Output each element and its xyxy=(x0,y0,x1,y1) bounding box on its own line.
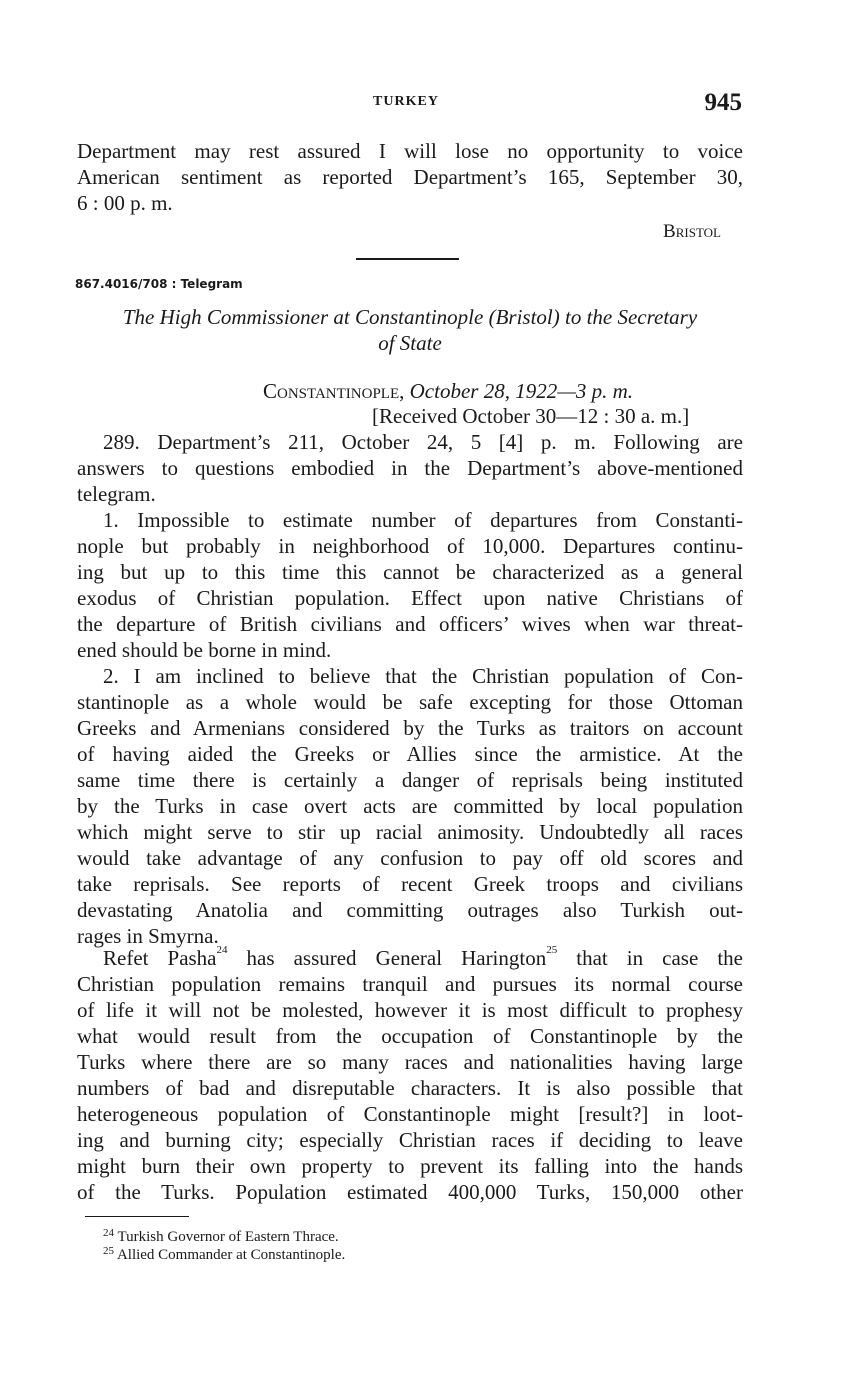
refet-text-1: Refet Pasha xyxy=(103,946,217,970)
refet-text-3: that in case the xyxy=(557,946,743,970)
body-line: of the Turks. Population estimated 400,000 Turks, 150,000 other xyxy=(77,1180,743,1204)
body-line: ing and burning city; especially Christian races if deciding to leave xyxy=(77,1128,743,1152)
body-line: Greeks and Armenians considered by the Turks as traitors on account xyxy=(77,716,743,740)
body-line: of life it will not be molested, however it is most difficult to prophesy xyxy=(77,998,743,1022)
body-line: heterogeneous population of Constantinople might [result?] in loot- xyxy=(77,1102,743,1126)
dateline-place: Constantinople, xyxy=(263,379,405,403)
body-line: 289. Department’s 211, October 24, 5 [4] p. m. Following are xyxy=(103,430,743,454)
body-line: stantinople as a whole would be safe excepting for those Ottoman xyxy=(77,690,743,714)
footnote-ref-24: 24 xyxy=(216,944,228,956)
document-title-line: of State xyxy=(378,331,442,355)
body-line: rages in Smyrna. xyxy=(77,924,219,948)
body-line-with-footnote-refs xyxy=(103,946,743,971)
footnote-text: Turkish Governor of Eastern Thrace. xyxy=(117,1229,339,1245)
body-line: ened should be borne in mind. xyxy=(77,638,332,662)
body-line: of having aided the Greeks or Allies since the armistice. At the xyxy=(77,742,743,766)
body-line: Turks where there are so many races and nationalities having large xyxy=(77,1050,743,1074)
document-title-line: The High Commissioner at Constantinople (Bristol) to the Secretary xyxy=(122,305,698,329)
separator-rule xyxy=(356,258,459,260)
page-number: 945 xyxy=(704,89,742,116)
continuation-line: 6 : 00 p. m. xyxy=(77,191,173,215)
body-line: same time there is certainly a danger of reprisals being instituted xyxy=(77,768,743,792)
refet-text-2: has assured General Harington xyxy=(227,946,547,970)
dateline-date: October 28, 1922—3 p. m. xyxy=(409,379,634,403)
footnote-25 xyxy=(103,1247,345,1264)
body-line: nople but probably in neighborhood of 10,000. Departures continu- xyxy=(77,534,743,558)
body-line: numbers of bad and disreputable characters. It is also possible that xyxy=(77,1076,743,1100)
file-number: 867.4016/708 : Telegram xyxy=(75,277,243,291)
body-line: Christian population remains tranquil and pursues its normal course xyxy=(77,972,743,996)
body-line: by the Turks in case overt acts are committed by local population xyxy=(77,794,743,818)
body-line: devastating Anatolia and committing outrages also Turkish out- xyxy=(77,898,743,922)
body-line: ing but up to this time this cannot be characterized as a general xyxy=(77,560,743,584)
footnote-rule xyxy=(85,1216,189,1217)
body-line: 2. I am inclined to believe that the Christian population of Con- xyxy=(103,664,743,688)
body-line: what would result from the occupation of Constantinople by the xyxy=(77,1024,743,1048)
footnote-marker: 25 xyxy=(103,1245,114,1257)
footnote-text: Allied Commander at Constantinople. xyxy=(116,1247,346,1263)
body-line: exodus of Christian population. Effect upon native Christians of xyxy=(77,586,743,610)
body-line: would take advantage of any confusion to pay off old scores and xyxy=(77,846,743,870)
footnote-ref-25: 25 xyxy=(546,944,558,956)
body-line: telegram. xyxy=(77,482,156,506)
dateline xyxy=(263,379,633,404)
body-line: answers to questions embodied in the Department’s above-mentioned xyxy=(77,456,743,480)
footnote-marker: 24 xyxy=(103,1227,114,1239)
body-line: the departure of British civilians and officers’ wives when war threat- xyxy=(77,612,743,636)
received-line: [Received October 30—12 : 30 a. m.] xyxy=(372,404,690,428)
signature: Bristol xyxy=(663,221,721,242)
body-line: might burn their own property to prevent its falling into the hands xyxy=(77,1154,743,1178)
body-line: 1. Impossible to estimate number of departures from Constanti- xyxy=(103,508,743,532)
body-line: which might serve to stir up racial animosity. Undoubtedly all races xyxy=(77,820,743,844)
continuation-line: American sentiment as reported Department’s 165, September 30, xyxy=(77,165,743,189)
running-head: TURKEY xyxy=(373,94,439,109)
body-line: take reprisals. See reports of recent Greek troops and civilians xyxy=(77,872,743,896)
continuation-line: Department may rest assured I will lose no opportunity to voice xyxy=(77,139,743,163)
footnote-24 xyxy=(103,1229,339,1246)
